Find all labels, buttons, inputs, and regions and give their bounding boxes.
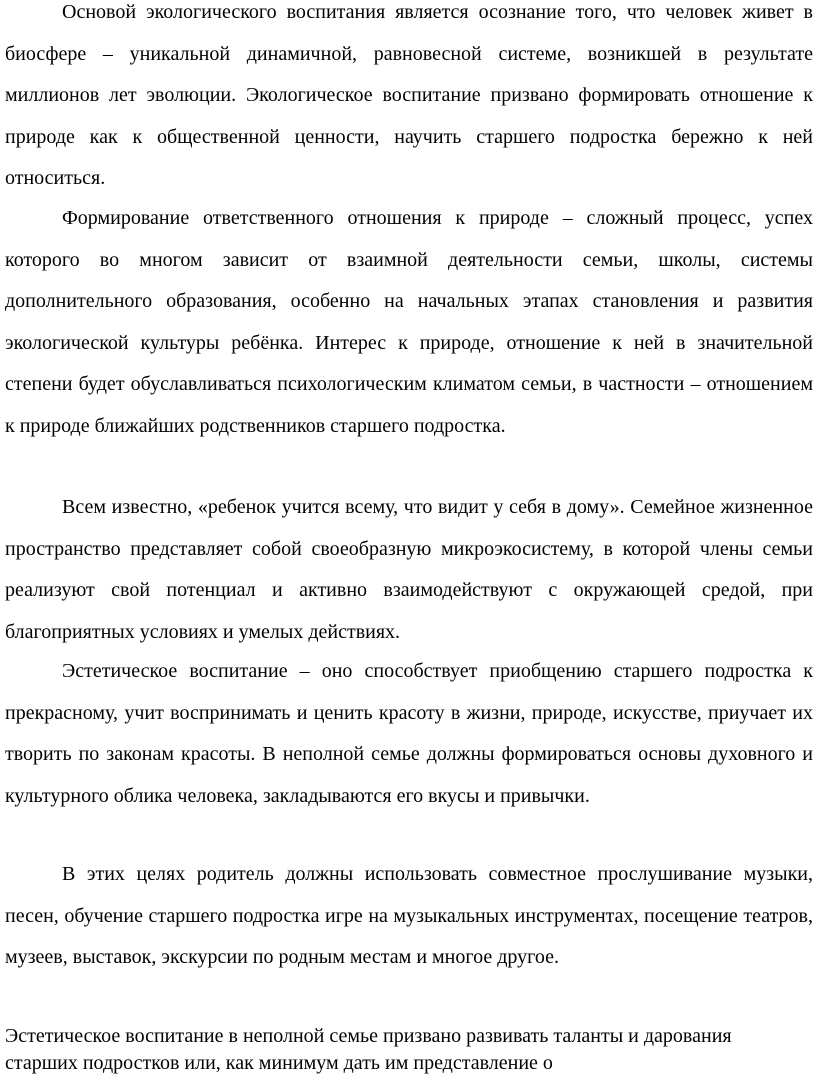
paragraph-family-space: Всем известно, «ребенок учится всему, что видит у себя в дому». Семейное жизненное пространство представляет собой своеобразную микроэкосистему, в которой члены семьи реализуют свой потенциал и активно взаимодействуют с окружающей средой, при благоприятных условиях и умелых действиях. [5, 496, 813, 643]
paragraph-aesthetic-education: Эстетическое воспитание – оно способствует приобщению старшего подростка к прекрасному, учит воспринимать и ценить красоту в жизни, природе, искусстве, приучает их творить по законам красоты. В неполной семье должны формироваться основы духовного и культурного облика человека, закладываются его вкусы и привычки. [5, 660, 813, 807]
paragraph-ecological-education: Основой экологического воспитания является осознание того, что человек живет в биосфере – уникальной динамичной, равновесной системе, возникшей в результате миллионов лет эволюции. Экологическое воспитание призвано формировать отношение к природе как к общественной ценности, научить старшего подростка бережно к ней относиться. [5, 1, 813, 190]
paragraph-responsible-attitude: Формирование ответственного отношения к природе – сложный процесс, успех которого во многом зависит от взаимной деятельности семьи, школы, системы дополнительного образования, особенно на начальных этапах становления и развития экологической культуры ребёнка. Интерес к природе, отношение к ней в значительной степени будет обуславливаться психологическим климатом семьи, в частности – отношением к природе ближайших родственников старшего подростка. [5, 207, 813, 437]
paragraph-talents: Эстетическое воспитание в неполной семье призвано развивать таланты и дарования старших подростков или, как минимум дать им представление о [5, 1025, 732, 1074]
paragraph-aesthetic-activities: В этих целях родитель должны использовать совместное прослушивание музыки, песен, обучение старшего подростка игре на музыкальных инструментах, посещение театров, музеев, выставок, экскурсии по родным местам и многое другое. [5, 863, 813, 969]
